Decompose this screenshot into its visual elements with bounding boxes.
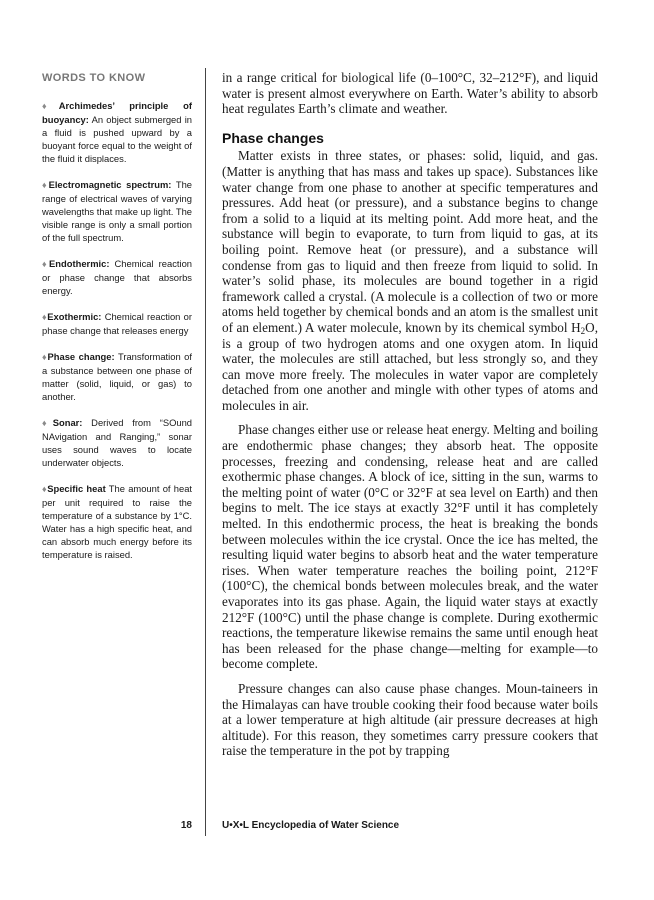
diamond-bullet-icon: ♦ [42,259,50,269]
glossary-definition: Chemical reaction or phase change that absorbs energy. [42,258,193,296]
body-paragraph: Phase changes either use or release heat energy. Melting and boiling are endothermic phase changes; they absorb heat. The opposite processes, freezing and condensing, release heat and are called exothermic phase changes. A block of ice, sitting in the sun, warms to the melting point of water (0°C or 32°F at sea level on Earth) and then begins to melt. The ice stays at exactly 32°F until it has completely melted. In this endothermic process, the heat is breaking the bonds between molecules within the ice crystal. Once the ice has melted, the resulting liquid water begins to absorb heat and the water temperature rises. When water temperature reaches the boiling point, 212°F (100°C), the chemical bonds between molecules break, and the water evaporates into its gas phase. Again, the liquid water stays at exactly 212°F (100°C) until the phase change is complete. During exothermic reactions, the temperature likewise remains the same until enough heat has been released for the phase change—melting for example—to become complete. [222,422,598,672]
glossary-entry [42,257,192,297]
body-paragraph [222,148,598,413]
paragraph-text: Matter exists in three states, or phases: solid, liquid, and gas. (Matter is anything that has mass and takes up space). Substances like water change from one phase to another at specific temperatures and pressures. Add heat (or pressure), and a substance begins to change from a solid to a liquid at its melting point. Add more heat, and the substance will begin to evaporate, to turn from liquid to gas, at its boiling point. Remove heat (or pressure), and a substance will condense from gas to liquid and then freeze from liquid to solid. In water’s solid phase, its molecules are bound together in a rigid framework called a crystal. (A molecule is a collection of two or more atoms held together by chemical bonds and an atom is the smallest unit of an element.) A water molecule, known by its chemical symbol H [222,148,598,335]
body-paragraph: Pressure changes can also cause phase changes. Moun-taineers in the Himalayas can have trouble cooking their food because water boils at a lower temperature at high altitude (air pressure decreases at high altitude). For this reason, they sometimes carry pressure cookers that raise the temperature in the pot by trapping [222,680,598,759]
glossary-term: Exothermic: [47,311,102,322]
glossary-entry [42,482,192,561]
diamond-bullet-icon: ♦ [42,312,48,322]
glossary-definition: An object submerged in a fluid is pushed upward by a buoyant force equal to the weight of the fluid it displaces. [42,114,192,164]
glossary-definition: The range of electrical waves of varying wavelengths that make up light. The visible range is only a small portion of the full spectrum. [42,179,193,243]
words-to-know-sidebar [42,72,192,574]
glossary-definition: Derived from “SOund NAvigation and Ranging,” sonar uses sound waves to locate underwater objects. [42,417,193,468]
main-article [222,70,598,759]
diamond-bullet-icon: ♦ [42,352,48,362]
glossary-term: Specific heat [47,483,106,494]
diamond-bullet-icon: ♦ [42,101,59,111]
glossary-term: Endothermic: [49,258,110,269]
glossary-definition: The amount of heat per unit required to raise the temperature of a substance by 1°C. Water has a high specific heat, and can absorb much energy before its temperature is raised. [42,483,193,560]
glossary-entry [42,310,192,337]
glossary-term: Phase change: [47,351,115,362]
book-title: U•X•L Encyclopedia of Water Science [222,820,400,831]
glossary-entry [42,350,192,403]
intro-paragraph: in a range critical for biological life (0–100°C, 32–212°F), and liquid water is present almost everywhere on Earth. Water’s ability to absorb heat regulates Earth’s climate and weather. [222,70,598,117]
glossary-term: Sonar: [52,417,83,428]
subscript: 2 [580,325,586,336]
glossary-term: Electromagnetic spectrum: [48,179,172,190]
diamond-bullet-icon: ♦ [42,418,53,428]
glossary-entry [42,416,192,469]
section-heading: Phase changes [222,129,324,146]
glossary-term: Archimedes’ principle of buoyancy: [42,100,192,125]
column-divider [205,68,206,836]
glossary-definition: Transformation of a substance between one phase of matter (solid, liquid, or gas) to another. [42,351,193,402]
diamond-bullet-icon: ♦ [42,180,49,190]
paragraph-text: O, is a group of two hydrogen atoms and one oxygen atom. In liquid water, the molecules are still attached, but less strongly so, and they can move more freely. The molecules in water vapor are completely detached from one another and mingle with other types of atoms and molecules in air. [222,319,598,413]
sidebar-title: WORDS TO KNOW [42,72,146,84]
diamond-bullet-icon: ♦ [42,484,48,494]
page-number: 18 [180,820,192,831]
glossary-definition: Chemical reaction or phase change that releases energy [42,311,192,336]
glossary-entry [42,99,192,165]
glossary-entry [42,178,192,244]
